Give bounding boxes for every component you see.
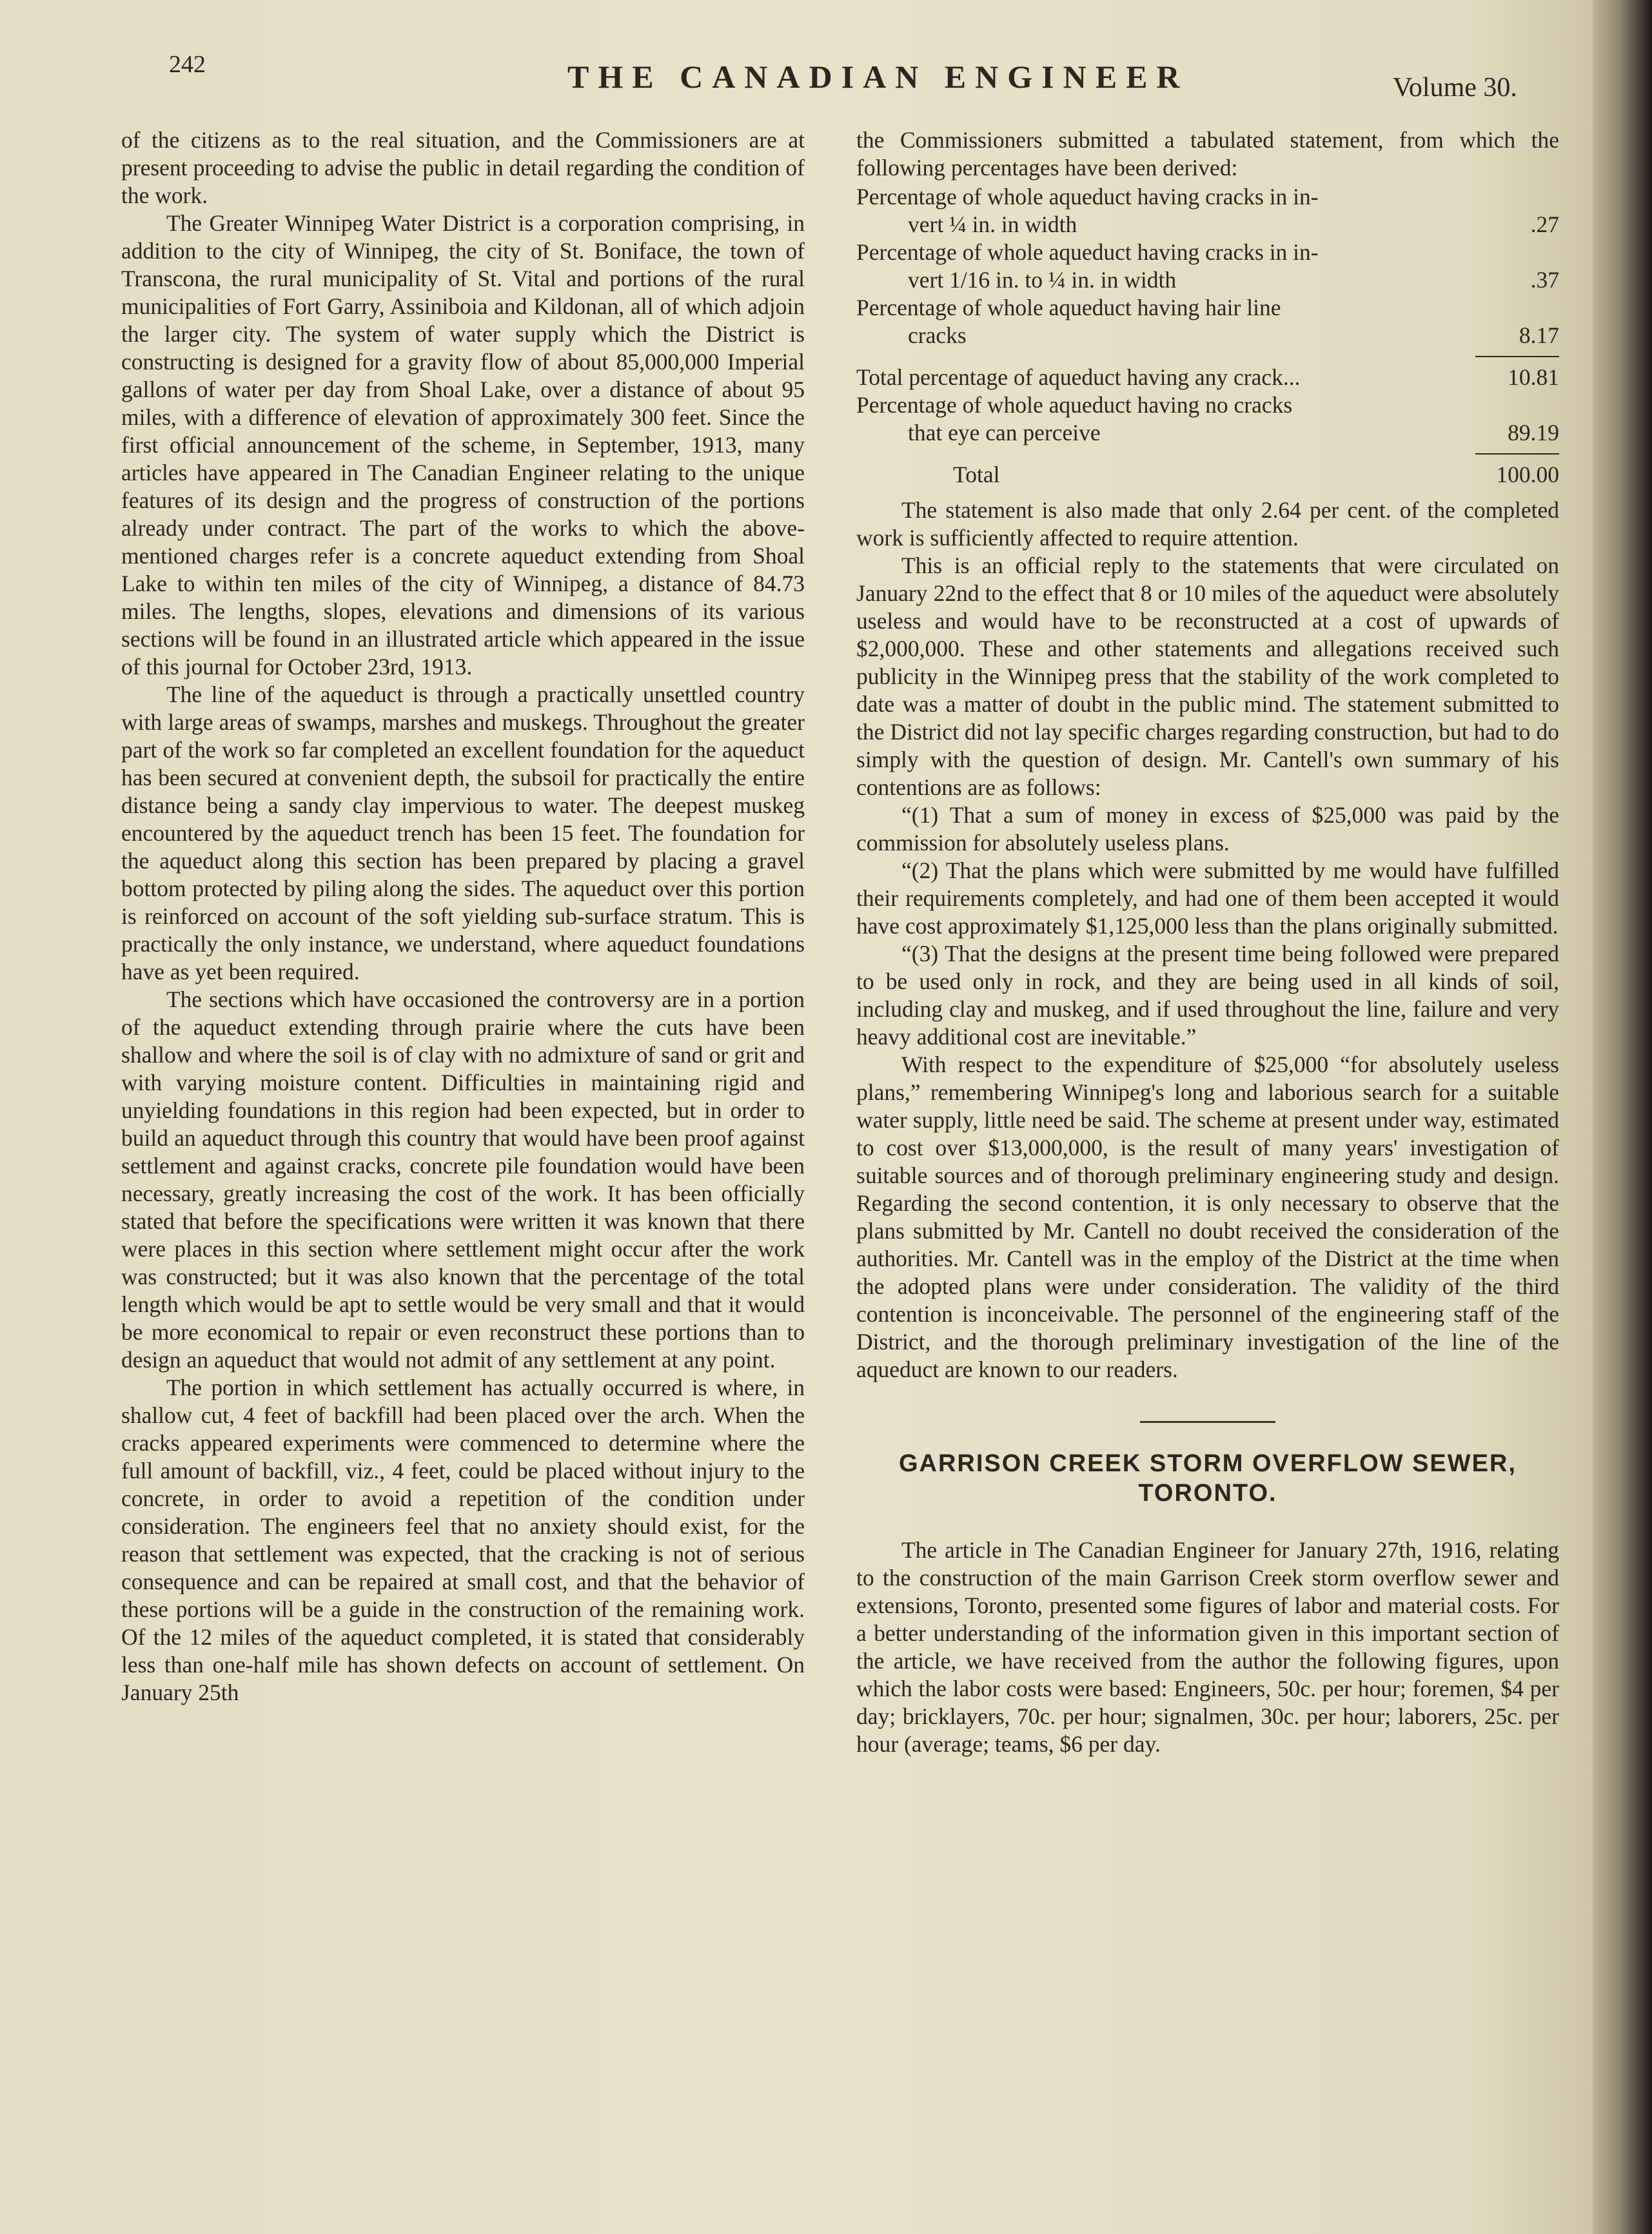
total-value: 100.00 [1496,462,1559,487]
percentage-table [856,183,1559,489]
section-heading-line: TORONTO. [1138,1480,1277,1507]
section-heading-line: GARRISON CREEK STORM OVERFLOW SEWER, [898,1450,1517,1477]
left-column [121,126,805,1707]
row-label: Percentage of whole aqueduct having hair line [856,295,1281,320]
table-row [856,183,1559,239]
journal-title: THE CANADIAN ENGINEER [567,59,1189,95]
row-label-continued: vert ¼ in. in width [908,211,1077,237]
quoted-contention: “(1) That a sum of money in excess of $25,000 was paid by the commission for absolutely useless plans. [856,802,1559,856]
table-row [856,364,1559,391]
table-row [856,239,1559,294]
page-number: 242 [169,51,206,78]
sum-rule [1475,356,1559,357]
paragraph: This is an official reply to the statements that were circulated on January 22nd to the effect that 8 or 10 miles of the aqueduct were absolutely useless and would have to be reconstructed at a cost of upwards of $2,000,000. These and other statements and allegations received such publicity in the Winnipeg press that the stability of the work completed to date was a matter of doubt in the public mind. The statement submitted to the District did not lay specific charges regarding construction, but had to do simply with the question of design. Mr. Cantell's own summary of his contentions are as follows: [856,553,1559,800]
row-label-continued: cracks [908,322,967,348]
right-column [856,126,1559,1758]
paragraph: The article in The Canadian Engineer for January 27th, 1916, relating to the construction of the main Garrison Creek storm overflow sewer and extensions, Toronto, presented some figures of labor and material costs. For a better understanding of the information given in this important section of the article, we have received from the author the following figures, upon which the labor costs were based: Engineers, 50c. per hour; foremen, $4 per day; bricklayers, 70c. per hour; signalmen, 30c. per hour; laborers, 25c. per hour (average; teams, $6 per day. [856,1537,1559,1757]
row-label: Percentage of whole aqueduct having no cracks [856,392,1293,418]
row-label: Percentage of whole aqueduct having cracks in in- [856,239,1319,265]
running-head [0,39,1593,116]
section-heading [856,1449,1559,1508]
paragraph: The sections which have occasioned the controversy are in a portion of the aqueduct extending through prairie where the cuts have been shallow and where the soil is of clay with no admixture of sand or grit and with varying moisture content. Difficulties in maintaining rigid and unyielding foundations in this region had been expected, but in order to build an aqueduct through this country that would have been proof against settlement and against cracks, concrete pile foundation would have been necessary, greatly increasing the cost of the work. It has been officially stated that before the specifications were written it was known that there were places in this section where settlement might occur after the work was constructed; but it was also known that the percentage of the total length which would be apt to settle would be very small and that it would be more economical to repair or even reconstruct these portions than to design an aqueduct that would not admit of any settlement at any point. [121,986,805,1373]
quoted-contention: “(3) That the designs at the present time being followed were prepared to be used only in rock, and they are being used in all kinds of soil, including clay and muskeg, and if used throughout the line, failure and very heavy additional cost are inevitable.” [856,941,1559,1050]
volume-label: Volume 30. [1393,73,1517,103]
paragraph: of the citizens as to the real situation, and the Commissioners are at present proceeding to advise the public in detail regarding the condition of the work. [121,127,805,208]
row-value: .27 [1530,211,1559,237]
row-value: 10.81 [1508,364,1559,390]
table-row [856,391,1559,447]
row-value: 89.19 [1508,420,1559,446]
row-label-continued: vert 1/16 in. to ¼ in. in width [908,267,1177,293]
paragraph: the Commissioners submitted a tabulated statement, from which the following percentages have been derived: [856,127,1559,181]
paragraph: The statement is also made that only 2.64 per cent. of the completed work is sufficiently affected to require attention. [856,497,1559,551]
row-label-continued: that eye can perceive [908,420,1101,446]
sum-rule [1475,453,1559,455]
row-label: Percentage of whole aqueduct having cracks in in- [856,184,1319,210]
paragraph: With respect to the expenditure of $25,000 “for absolutely useless plans,” remembering Winnipeg's long and laborious search for a suitable water supply, little need be said. The scheme at present under way, estimated to cost over $13,000,000, is the result of many years' investigation of suitable sources and of thorough preliminary engineering study and design. Regarding the second contention, it is only necessary to observe that the plans submitted by Mr. Cantell no doubt received the consideration of the authorities. Mr. Cantell was in the employ of the District at the time when the adopted plans were under consideration. The validity of the third contention is inconceivable. The personnel of the engineering staff of the District, and the thorough preliminary investigation of the line of the aqueduct are known to our readers. [856,1052,1559,1382]
section-divider [1140,1421,1275,1423]
paragraph: The portion in which settlement has actually occurred is where, in shallow cut, 4 feet of backfill had been placed over the arch. When the cracks appeared experiments were commenced to determine where the full amount of backfill, viz., 4 feet, could be placed without injury to the concrete, in order to avoid a repetition of the condition under consideration. The engineers feel that no anxiety should exist, for the reason that settlement was expected, that the cracking is not of serious consequence and can be repaired at small cost, and that the behavior of these portions will be a guide in the construction of the remaining work. Of the 12 miles of the aqueduct completed, it is stated that considerably less than one-half mile has shown defects on account of settlement. On January 25th [121,1375,805,1705]
quoted-contention: “(2) That the plans which were submitted by me would have fulfilled their requirements completely, and had one of them been accepted it would have cost approximately $1,125,000 less than the plans originally submitted. [856,857,1559,939]
paragraph: The line of the aqueduct is through a practically unsettled country with large areas of swamps, marshes and muskegs. Throughout the greater part of the work so far completed an excellent foundation for the aqueduct has been secured at convenient depth, the subsoil for practically the entire distance being a sandy clay impervious to water. The deepest muskeg encountered by the aqueduct trench has been 15 feet. The foundation for the aqueduct along this section has been prepared by placing a gravel bottom protected by piling along the sides. The aqueduct over this portion is reinforced on account of the soft yielding sub-surface stratum. This is practically the only instance, we understand, where aqueduct foundations have as yet been required. [121,681,805,985]
row-value: .37 [1530,267,1559,293]
total-row [856,461,1559,489]
row-value: 8.17 [1519,322,1559,348]
total-label: Total [953,462,1000,487]
table-row [856,294,1559,349]
book-gutter-shadow [1593,0,1652,2234]
paragraph: The Greater Winnipeg Water District is a corporation comprising, in addition to the city of Winnipeg, the city of St. Boniface, the town of Transcona, the rural municipality of St. Vital and portions of the rural municipalities of Fort Garry, Assiniboia and Kildonan, all of which adjoin the larger city. The system of water supply which the District is constructing is designed for a gravity flow of about 85,000,000 Imperial gallons of water per day from Shoal Lake, over a distance of about 95 miles, with a difference of elevation of approximately 300 feet. Since the first official announcement of the scheme, in September, 1913, many articles have appeared in The Canadian Engineer relating to the unique features of its design and the progress of construction of the portions already under contract. The part of the works to which the above-mentioned charges refer is a concrete aqueduct extending from Shoal Lake to within ten miles of the city of Winnipeg, a distance of 84.73 miles. The lengths, slopes, elevations and dimensions of its various sections will be found in an illustrated article which appeared in the issue of this journal for October 23rd, 1913. [121,210,805,680]
row-label: Total percentage of aqueduct having any crack... [856,364,1301,390]
